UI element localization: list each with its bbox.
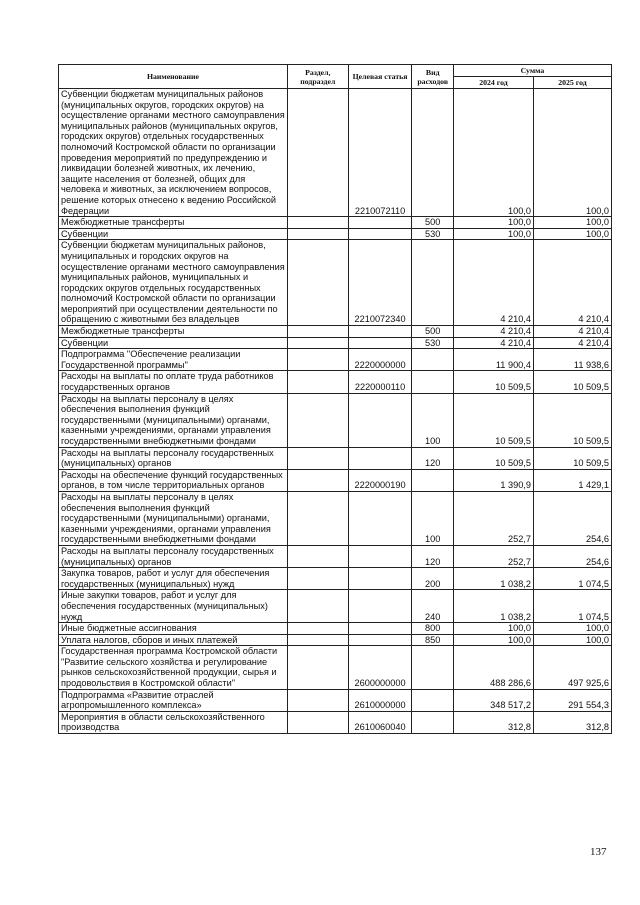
cell-y1: 10 509,5: [453, 447, 533, 469]
cell-y2: 4 210,4: [533, 240, 611, 326]
cell-vr: [412, 371, 454, 393]
cell-vr: 100: [412, 393, 454, 447]
cell-y2: 254,6: [533, 545, 611, 567]
cell-y2: 10 509,5: [533, 447, 611, 469]
cell-name: Мероприятия в области сельскохозяйственного производства: [59, 711, 288, 733]
cell-vr: 120: [412, 545, 454, 567]
cell-vr: [412, 711, 454, 733]
table-body: [59, 89, 612, 734]
cell-name: Расходы на выплаты персоналу государственных (муниципальных) органов: [59, 545, 288, 567]
cell-csr: [348, 491, 412, 545]
cell-y1: 100,0: [453, 228, 533, 240]
cell-vr: 240: [412, 590, 454, 623]
header-year-2025: 2025 год: [533, 77, 611, 89]
table-header: [59, 65, 612, 89]
cell-vr: [412, 240, 454, 326]
cell-vr: 800: [412, 623, 454, 635]
cell-name: Межбюджетные трансферты: [59, 217, 288, 229]
header-section: Раздел, подраздел: [287, 65, 348, 89]
cell-sec: [287, 689, 348, 711]
cell-vr: 530: [412, 228, 454, 240]
cell-sec: [287, 568, 348, 590]
cell-y1: 1 038,2: [453, 568, 533, 590]
cell-vr: 100: [412, 491, 454, 545]
cell-name: Расходы на обеспечение функций государственных органов, в том числе территориальных органов: [59, 469, 288, 491]
cell-vr: 500: [412, 326, 454, 338]
cell-vr: [412, 689, 454, 711]
cell-y2: 100,0: [533, 217, 611, 229]
cell-y1: 11 900,4: [453, 349, 533, 371]
cell-name: Государственная программа Костромской области "Развитие сельского хозяйства и регулирование рынков сельскохозяйственной продукции, сырья и продовольствия в Костромской области": [59, 646, 288, 689]
cell-vr: [412, 646, 454, 689]
cell-csr: [348, 568, 412, 590]
cell-sec: [287, 634, 348, 646]
cell-y2: 291 554,3: [533, 689, 611, 711]
cell-sec: [287, 228, 348, 240]
cell-name: Субвенции бюджетам муниципальных районов, муниципальных и городских округов на осуществление органами местного самоуправления муниципальных районов, муниципальных и городских округов отдельных государственных полномочий Костромской области по организации мероприятий при осуществлении деятельности по обращению с животными без владельцев: [59, 240, 288, 326]
header-sum: Сумма: [453, 65, 611, 77]
table-row: [59, 711, 612, 733]
table-row: [59, 240, 612, 326]
cell-csr: [348, 393, 412, 447]
table-row: [59, 393, 612, 447]
cell-vr: 200: [412, 568, 454, 590]
cell-csr: [348, 634, 412, 646]
cell-y2: 11 938,6: [533, 349, 611, 371]
cell-sec: [287, 491, 348, 545]
cell-csr: [348, 623, 412, 635]
cell-name: Иные закупки товаров, работ и услуг для обеспечения государственных (муниципальных) нужд: [59, 590, 288, 623]
cell-y1: 100,0: [453, 217, 533, 229]
cell-y1: 1 390,9: [453, 469, 533, 491]
table-row: [59, 89, 612, 217]
cell-csr: 2610000000: [348, 689, 412, 711]
cell-y1: 312,8: [453, 711, 533, 733]
header-year-2024: 2024 год: [453, 77, 533, 89]
page-number: 137: [590, 846, 607, 858]
cell-name: Расходы на выплаты персоналу в целях обеспечения выполнения функций государственными (муниципальными) органами, казенными учреждениями, органами управления государственными внебюджетными фондами: [59, 393, 288, 447]
table-row: [59, 646, 612, 689]
cell-vr: 850: [412, 634, 454, 646]
table-row: [59, 590, 612, 623]
cell-y1: 252,7: [453, 545, 533, 567]
cell-sec: [287, 646, 348, 689]
cell-y2: 100,0: [533, 89, 611, 217]
table-row: [59, 469, 612, 491]
cell-y2: 10 509,5: [533, 371, 611, 393]
cell-vr: [412, 469, 454, 491]
table-row: [59, 371, 612, 393]
cell-sec: [287, 240, 348, 326]
cell-y2: 254,6: [533, 491, 611, 545]
cell-sec: [287, 337, 348, 349]
cell-vr: 120: [412, 447, 454, 469]
cell-csr: 2210072110: [348, 89, 412, 217]
cell-y1: 10 509,5: [453, 371, 533, 393]
cell-name: Подпрограмма "Обеспечение реализации Государственной программы": [59, 349, 288, 371]
table-row: [59, 491, 612, 545]
cell-y1: 10 509,5: [453, 393, 533, 447]
cell-sec: [287, 590, 348, 623]
cell-y2: 1 429,1: [533, 469, 611, 491]
budget-table: [58, 64, 612, 734]
cell-sec: [287, 393, 348, 447]
cell-sec: [287, 469, 348, 491]
header-target: Целевая статья: [348, 65, 412, 89]
cell-name: Расходы на выплаты по оплате труда работников государственных органов: [59, 371, 288, 393]
cell-y1: 4 210,4: [453, 326, 533, 338]
cell-csr: 2220000190: [348, 469, 412, 491]
table-row: [59, 689, 612, 711]
table-row: [59, 623, 612, 635]
cell-y1: 4 210,4: [453, 337, 533, 349]
cell-csr: [348, 447, 412, 469]
cell-csr: [348, 326, 412, 338]
cell-csr: 2610060040: [348, 711, 412, 733]
cell-csr: 2220000110: [348, 371, 412, 393]
cell-sec: [287, 89, 348, 217]
cell-csr: 2210072340: [348, 240, 412, 326]
cell-name: Иные бюджетные ассигнования: [59, 623, 288, 635]
table-row: [59, 228, 612, 240]
table-row: [59, 349, 612, 371]
cell-name: Межбюджетные трансферты: [59, 326, 288, 338]
cell-y2: 4 210,4: [533, 337, 611, 349]
cell-y2: 312,8: [533, 711, 611, 733]
cell-name: Субвенции: [59, 228, 288, 240]
cell-csr: [348, 337, 412, 349]
cell-y2: 100,0: [533, 228, 611, 240]
cell-name: Расходы на выплаты персоналу в целях обеспечения выполнения функций государственными (муниципальными) органами, казенными учреждениями, органами управления государственными внебюджетными фондами: [59, 491, 288, 545]
cell-vr: 530: [412, 337, 454, 349]
cell-y1: 100,0: [453, 623, 533, 635]
cell-vr: [412, 349, 454, 371]
cell-sec: [287, 326, 348, 338]
cell-sec: [287, 711, 348, 733]
cell-y1: 4 210,4: [453, 240, 533, 326]
cell-name: Расходы на выплаты персоналу государственных (муниципальных) органов: [59, 447, 288, 469]
cell-name: Субвенции бюджетам муниципальных районов (муниципальных округов, городских округов) на осуществление органами местного самоуправления муниципальных районов (муниципальных округов, городских округов) отдельных государственных полномочий Костромской области по организации проведения мероприятий по предупреждению и ликвидации болезней животных, их лечению, защите населения от болезней, общих для человека и животных, за исключением вопросов, решение которых отнесено к ведению Российской Федерации: [59, 89, 288, 217]
cell-y1: 100,0: [453, 89, 533, 217]
cell-csr: [348, 217, 412, 229]
cell-csr: 2600000000: [348, 646, 412, 689]
cell-name: Подпрограмма «Развитие отраслей агропромышленного комплекса»: [59, 689, 288, 711]
cell-sec: [287, 623, 348, 635]
table-row: [59, 326, 612, 338]
cell-csr: [348, 228, 412, 240]
cell-name: Субвенции: [59, 337, 288, 349]
cell-y2: 10 509,5: [533, 393, 611, 447]
cell-name: Закупка товаров, работ и услуг для обеспечения государственных (муниципальных) нужд: [59, 568, 288, 590]
cell-y2: 1 074,5: [533, 590, 611, 623]
cell-y1: 348 517,2: [453, 689, 533, 711]
cell-sec: [287, 349, 348, 371]
cell-y2: 4 210,4: [533, 326, 611, 338]
cell-y1: 100,0: [453, 634, 533, 646]
table-row: [59, 447, 612, 469]
header-name: Наименование: [59, 65, 288, 89]
cell-y1: 1 038,2: [453, 590, 533, 623]
cell-vr: [412, 89, 454, 217]
cell-sec: [287, 371, 348, 393]
cell-y1: 252,7: [453, 491, 533, 545]
table-row: [59, 545, 612, 567]
cell-y2: 497 925,6: [533, 646, 611, 689]
cell-sec: [287, 545, 348, 567]
cell-name: Уплата налогов, сборов и иных платежей: [59, 634, 288, 646]
table-row: [59, 337, 612, 349]
cell-csr: [348, 545, 412, 567]
cell-sec: [287, 217, 348, 229]
cell-y2: 100,0: [533, 634, 611, 646]
cell-csr: [348, 590, 412, 623]
header-type: Вид расходов: [412, 65, 454, 89]
cell-y2: 100,0: [533, 623, 611, 635]
table-row: [59, 634, 612, 646]
cell-y2: 1 074,5: [533, 568, 611, 590]
cell-csr: 2220000000: [348, 349, 412, 371]
table-row: [59, 568, 612, 590]
table-row: [59, 217, 612, 229]
cell-sec: [287, 447, 348, 469]
cell-vr: 500: [412, 217, 454, 229]
cell-y1: 488 286,6: [453, 646, 533, 689]
